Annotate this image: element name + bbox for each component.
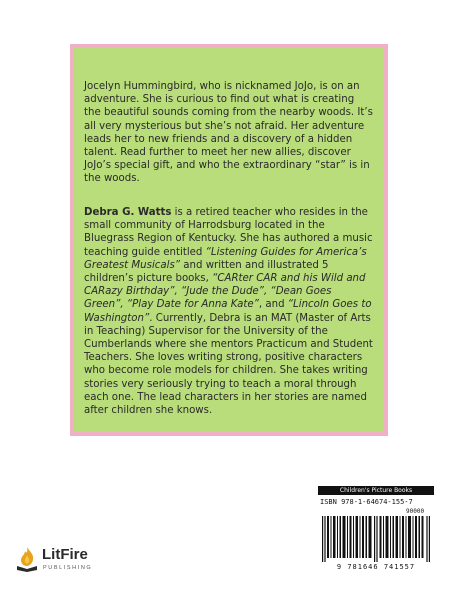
book-title-2: “CARter CAR and his Wild and CARazy Birthday”, “Jude the Dude”, “Dean Goes Green”, “Play Date for Anna Kate” (84, 273, 366, 311)
bio-text-3: , and (258, 299, 288, 311)
publisher-name: LitFire (42, 546, 88, 563)
barcode-number: 9 781646 741557 (336, 563, 416, 571)
publisher-subtitle: PUBLISHING (43, 565, 93, 571)
price-code: 90000 (406, 508, 425, 515)
barcode-icon (322, 516, 430, 562)
bio-text-2: and written and illustrated 5 children’s picture books, (84, 259, 329, 285)
isbn-text: ISBN 978-1-64674-155-7 (320, 498, 413, 506)
book-blurb: Jocelyn Hummingbird, who is nicknamed JoJo, is on an adventure. She is curious to find out what is creating the beautiful sounds coming from the nearby woods. It’s all very mysterious but she’s not afraid. Her adventure leads her to new friends and a discovery of a hidden talent. Read further to meet her new allies, discover JoJo’s special gift, and who the extraordinary “star” is in the woods. (84, 81, 373, 185)
author-name: Debra G. Watts (84, 207, 172, 218)
book-title-3: “Lincoln Goes to Washington” (84, 299, 372, 324)
author-bio (84, 206, 374, 417)
publisher-logo (16, 544, 106, 576)
category-label: Children's Picture Books (318, 486, 434, 495)
bio-text-4: . Currently, Debra is an MAT (Master of Arts in Teaching) Supervisor for the University of the Cumberlands where she mentors Practicum and Student Teachers. She loves writing strong, positive characters who become role models for children. She takes writing stories very seriously trying to teach a moral through each one. The lead characters in her stories are named after children she knows. (84, 312, 373, 417)
bio-text-1: is a retired teacher who resides in the small community of Harrodsburg located in the Bluegrass Region of Kentucky. She has authored a music teaching guide entitled (84, 207, 373, 258)
flame-book-icon (16, 546, 38, 572)
barcode-block (318, 486, 434, 576)
book-title-1: “Listening Guides for America’s Greatest Musicals” (84, 246, 367, 271)
